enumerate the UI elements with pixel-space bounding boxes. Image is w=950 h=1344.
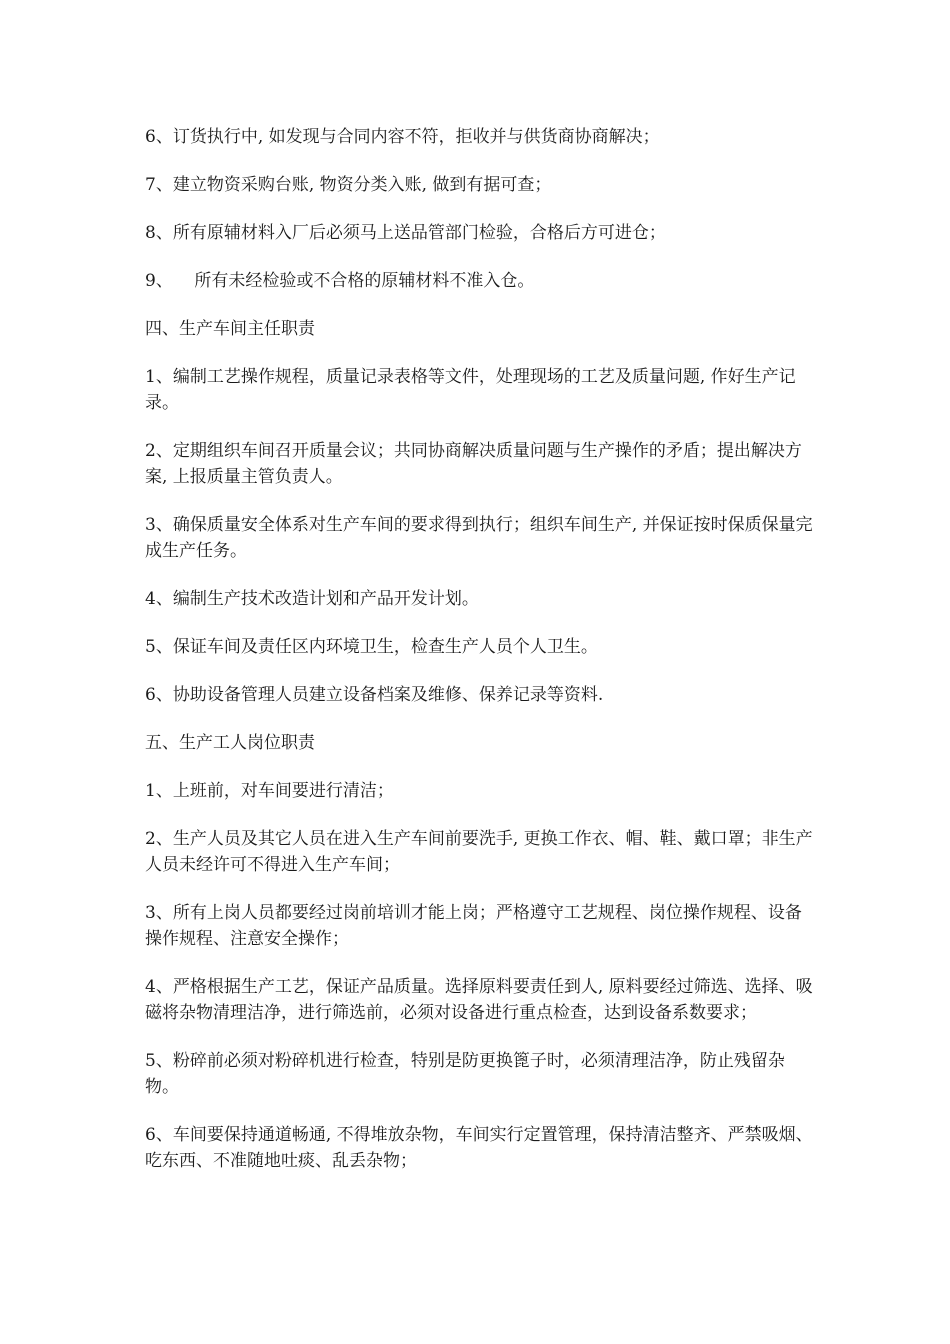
list-item-entry-requirements: 2、生产人员及其它人员在进入生产车间前要洗手, 更换工作衣、帽、鞋、戴口罩；非生产人员未经许可不得进入生产车间；: [145, 829, 813, 875]
list-item-quality-meetings: 2、定期组织车间召开质量会议；共同协商解决质量问题与生产操作的矛盾；提出解决方案, 上报质量主管负责人。: [145, 441, 802, 487]
list-item-order-execution: 6、订货执行中, 如发现与合同内容不符，拒收并与供货商协商解决；: [145, 127, 660, 147]
document-body: [145, 124, 813, 1196]
list-item-production-process: 4、严格根据生产工艺，保证产品质量。选择原料要责任到人, 原料要经过筛选、选择、吸磁将杂物清理洁净，进行筛选前，必须对设备进行重点检查，达到设备系数要求；: [145, 977, 813, 1023]
list-item-tech-plan: 4、编制生产技术改造计划和产品开发计划。: [145, 589, 479, 609]
section-heading-workshop-director: 四、生产车间主任职责: [145, 319, 315, 339]
list-item-workshop-order: 6、车间要保持通道畅通, 不得堆放杂物，车间实行定置管理，保持清洁整齐、严禁吸烟、吃东西、不准随地吐痰、乱丢杂物；: [145, 1125, 813, 1171]
list-item-material-inspection: 8、所有原辅材料入厂后必须马上送品管部门检验，合格后方可进仓；: [145, 223, 666, 243]
list-item-equipment-records: 6、协助设备管理人员建立设备档案及维修、保养记录等资料.: [145, 685, 604, 705]
list-item-no-uninspected-storage: 9、 所有未经检验或不合格的原辅材料不准入仓。: [145, 271, 535, 291]
list-item-crusher-check: 5、粉碎前必须对粉碎机进行检查，特别是防更换篦子时，必须清理洁净，防止残留杂物。: [145, 1051, 785, 1097]
list-item-purchase-ledger: 7、建立物资采购台账, 物资分类入账, 做到有据可查；: [145, 175, 552, 195]
section-heading-worker-duties: 五、生产工人岗位职责: [145, 733, 315, 753]
list-item-hygiene: 5、保证车间及责任区内环境卫生，检查生产人员个人卫生。: [145, 637, 598, 657]
list-item-training: 3、所有上岗人员都要经过岗前培训才能上岗；严格遵守工艺规程、岗位操作规程、设备操作规程、注意安全操作；: [145, 903, 802, 949]
list-item-pre-shift-cleaning: 1、上班前，对车间要进行清洁；: [145, 781, 394, 801]
list-item-process-rules: 1、编制工艺操作规程，质量记录表格等文件，处理现场的工艺及质量问题, 作好生产记录。: [145, 367, 796, 413]
list-item-quality-system: 3、确保质量安全体系对生产车间的要求得到执行；组织车间生产, 并保证按时保质保量完成生产任务。: [145, 515, 813, 561]
